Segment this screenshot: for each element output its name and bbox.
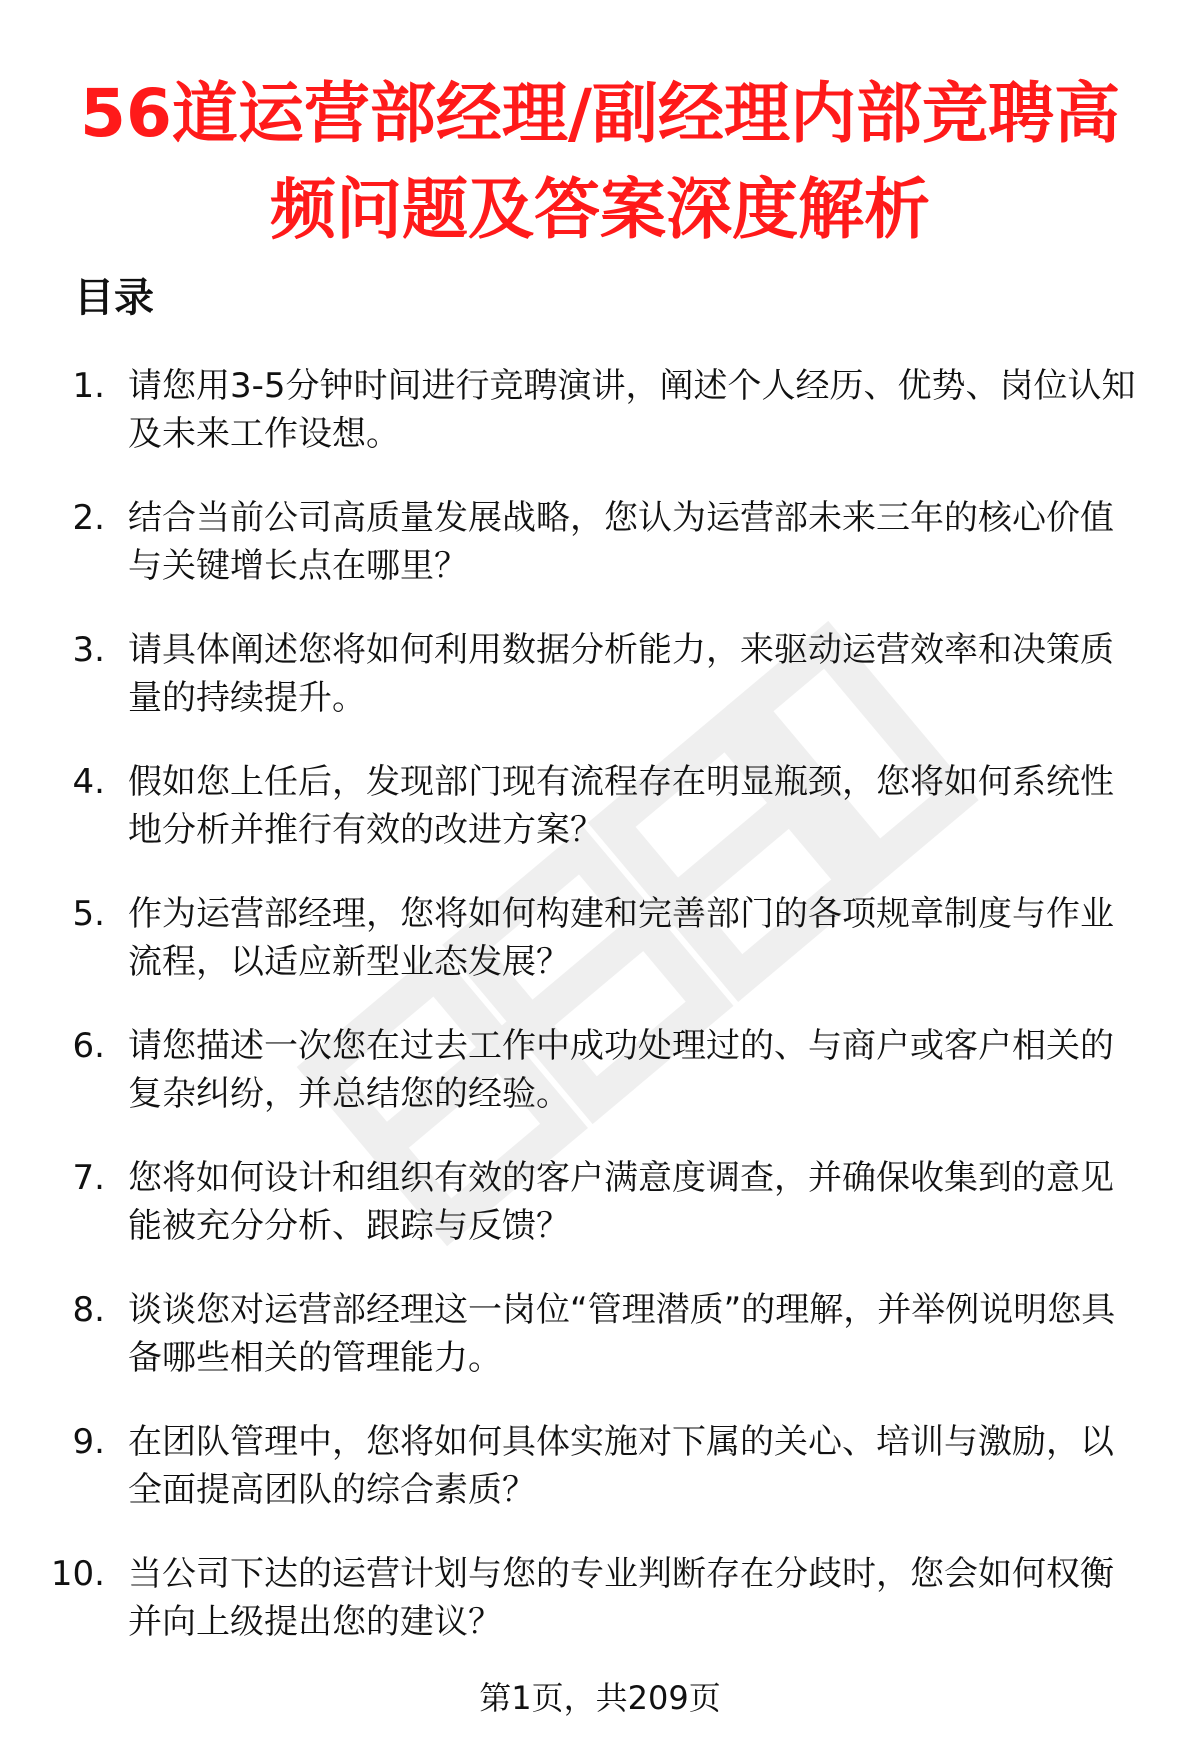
toc-item-text: 在团队管理中，您将如何具体实施对下属的关心、培训与激励，以全面提高团队的综合素质？ bbox=[128, 1422, 1114, 1510]
toc-item-text: 当公司下达的运营计划与您的专业判断存在分歧时，您会如何权衡并向上级提出您的建议？ bbox=[128, 1554, 1114, 1642]
toc-item bbox=[0, 494, 1200, 626]
toc-item-number: 4. bbox=[72, 762, 105, 802]
toc-item-number: 3. bbox=[72, 630, 105, 670]
toc-item-text: 作为运营部经理，您将如何构建和完善部门的各项规章制度与作业流程，以适应新型业态发展？ bbox=[128, 894, 1114, 982]
toc-item-number: 7. bbox=[72, 1158, 105, 1198]
toc-item-text: 您将如何设计和组织有效的客户满意度调查，并确保收集到的意见能被充分分析、跟踪与反馈？ bbox=[128, 1158, 1114, 1246]
toc-item bbox=[0, 626, 1200, 758]
toc-item-number: 5. bbox=[72, 894, 105, 934]
toc-item bbox=[0, 1418, 1200, 1550]
toc-item-text: 谈谈您对运营部经理这一岗位“管理潜质”的理解，并举例说明您具备哪些相关的管理能力。 bbox=[128, 1290, 1116, 1378]
toc-item bbox=[0, 1154, 1200, 1286]
toc-item-text: 假如您上任后，发现部门现有流程存在明显瓶颈，您将如何系统性地分析并推行有效的改进方案？ bbox=[128, 762, 1114, 850]
toc-item-number: 1. bbox=[72, 366, 105, 406]
toc-item bbox=[0, 758, 1200, 890]
toc-item-number: 8. bbox=[72, 1290, 105, 1330]
toc-item-text: 请具体阐述您将如何利用数据分析能力，来驱动运营效率和决策质量的持续提升。 bbox=[128, 630, 1114, 718]
toc-heading: 目录 bbox=[74, 275, 154, 321]
toc-item bbox=[0, 362, 1200, 494]
toc-item bbox=[0, 1286, 1200, 1418]
toc-item-text: 请您用3-5分钟时间进行竞聘演讲，阐述个人经历、优势、岗位认知及未来工作设想。 bbox=[128, 366, 1136, 454]
toc-item-number: 10. bbox=[50, 1554, 105, 1594]
toc-item bbox=[0, 1550, 1200, 1682]
toc-list bbox=[0, 362, 1200, 1682]
toc-item bbox=[0, 1022, 1200, 1154]
page-footer: 第1页，共209页 bbox=[479, 1679, 721, 1717]
toc-item-number: 9. bbox=[72, 1422, 105, 1462]
toc-item-text: 请您描述一次您在过去工作中成功处理过的、与商户或客户相关的复杂纠纷，并总结您的经验。 bbox=[128, 1026, 1114, 1114]
toc-item-number: 6. bbox=[72, 1026, 105, 1066]
toc-item-number: 2. bbox=[72, 498, 105, 538]
document-title: 56道运营部经理/副经理内部竞聘高频问题及答案深度解析 bbox=[80, 75, 1120, 248]
toc-item bbox=[0, 890, 1200, 1022]
toc-item-text: 结合当前公司高质量发展战略，您认为运营部未来三年的核心价值与关键增长点在哪里？ bbox=[128, 498, 1114, 586]
